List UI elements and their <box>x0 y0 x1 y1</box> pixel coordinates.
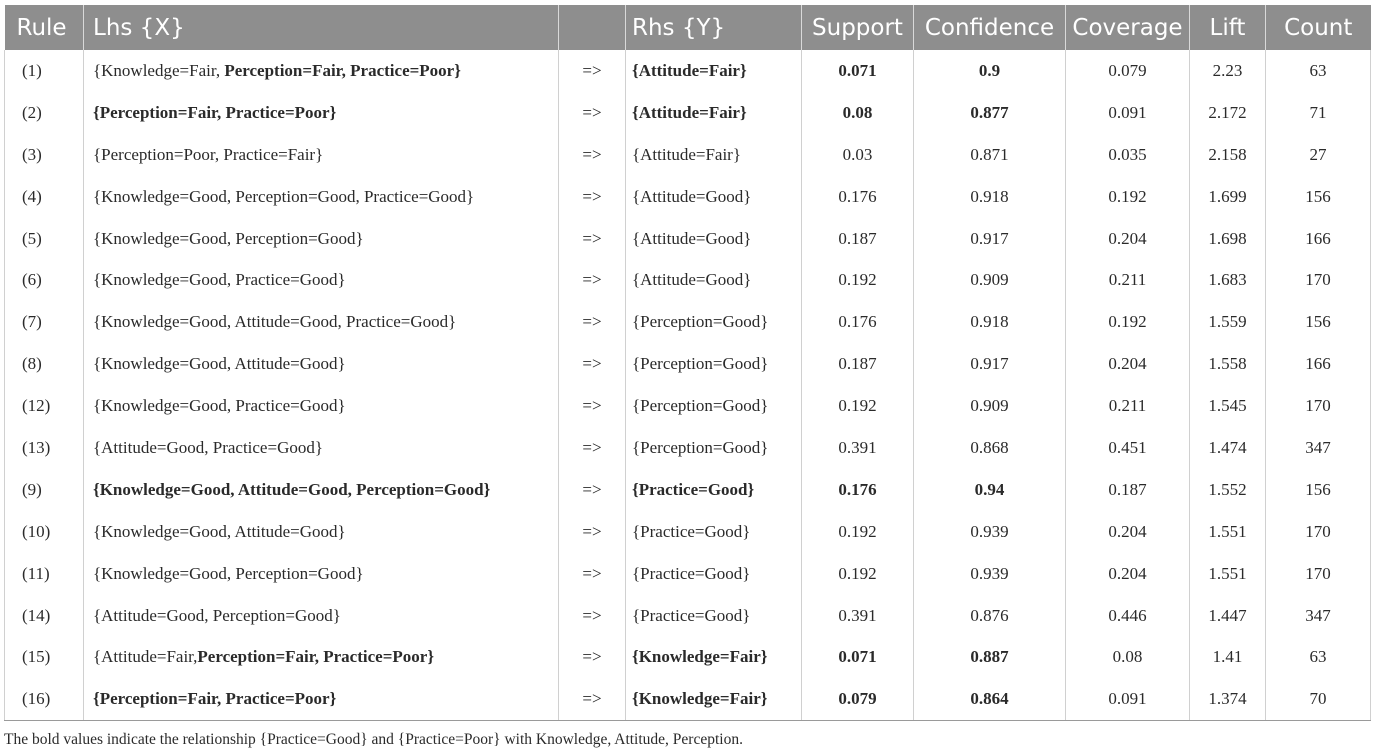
lift-cell: 1.559 <box>1190 301 1266 343</box>
support-cell: 0.176 <box>802 469 914 511</box>
lhs-bold-text: {Perception=Fair, Practice=Poor} <box>93 689 337 709</box>
table-row <box>5 176 1371 218</box>
rule-id-cell: (16) <box>5 678 84 720</box>
support-cell: 0.071 <box>802 50 914 92</box>
header-coverage: Coverage <box>1066 5 1190 50</box>
rhs-cell: {Attitude=Good} <box>626 259 802 301</box>
implies-arrow-cell: => <box>559 595 626 637</box>
lhs-plain-text: {Knowledge=Good, Practice=Good} <box>93 270 346 290</box>
support-cell: 0.071 <box>802 636 914 678</box>
association-rules-table <box>4 5 1371 721</box>
rhs-cell: {Practice=Good} <box>626 469 802 511</box>
rhs-cell: {Perception=Good} <box>626 427 802 469</box>
coverage-cell: 0.079 <box>1066 50 1190 92</box>
implies-arrow-cell: => <box>559 385 626 427</box>
support-cell: 0.192 <box>802 259 914 301</box>
lift-cell: 1.558 <box>1190 343 1266 385</box>
support-cell: 0.391 <box>802 427 914 469</box>
lift-cell: 2.23 <box>1190 50 1266 92</box>
rule-id-cell: (8) <box>5 343 84 385</box>
lhs-bold-text: Perception=Fair, Practice=Poor} <box>197 647 435 667</box>
support-cell: 0.08 <box>802 92 914 134</box>
lift-cell: 1.41 <box>1190 636 1266 678</box>
confidence-cell: 0.864 <box>914 678 1066 720</box>
count-cell: 156 <box>1266 176 1371 218</box>
count-cell: 170 <box>1266 385 1371 427</box>
confidence-cell: 0.868 <box>914 427 1066 469</box>
lhs-cell <box>84 301 559 343</box>
lhs-plain-text: {Knowledge=Good, Attitude=Good} <box>93 354 346 374</box>
coverage-cell: 0.192 <box>1066 176 1190 218</box>
rule-id-cell: (15) <box>5 636 84 678</box>
rule-id-cell: (3) <box>5 134 84 176</box>
lhs-plain-text: {Knowledge=Good, Perception=Good} <box>93 563 364 583</box>
rhs-cell: {Perception=Good} <box>626 301 802 343</box>
confidence-cell: 0.939 <box>914 553 1066 595</box>
rules-table-container <box>4 5 1370 721</box>
implies-arrow-cell: => <box>559 301 626 343</box>
implies-arrow-cell: => <box>559 469 626 511</box>
lhs-cell <box>84 469 559 511</box>
lhs-cell <box>84 259 559 301</box>
lhs-cell <box>84 50 559 92</box>
implies-arrow-cell: => <box>559 92 626 134</box>
header-row <box>5 5 1371 50</box>
lhs-plain-text: {Attitude=Good, Perception=Good} <box>93 605 341 625</box>
implies-arrow-cell: => <box>559 678 626 720</box>
lift-cell: 1.474 <box>1190 427 1266 469</box>
count-cell: 170 <box>1266 259 1371 301</box>
coverage-cell: 0.08 <box>1066 636 1190 678</box>
support-cell: 0.03 <box>802 134 914 176</box>
coverage-cell: 0.446 <box>1066 595 1190 637</box>
rhs-cell: {Attitude=Fair} <box>626 134 802 176</box>
confidence-cell: 0.939 <box>914 511 1066 553</box>
lhs-plain-text: {Perception=Poor, Practice=Fair} <box>93 144 324 164</box>
implies-arrow-cell: => <box>559 50 626 92</box>
implies-arrow-cell: => <box>559 259 626 301</box>
rule-id-cell: (9) <box>5 469 84 511</box>
rhs-cell: {Practice=Good} <box>626 553 802 595</box>
header-lhs: Lhs {X} <box>84 5 559 50</box>
lhs-plain-text: {Knowledge=Good, Perception=Good, Practice=Good} <box>93 186 475 206</box>
table-row <box>5 595 1371 637</box>
lhs-cell <box>84 636 559 678</box>
count-cell: 170 <box>1266 553 1371 595</box>
lhs-cell <box>84 218 559 260</box>
lhs-plain-text: {Knowledge=Good, Attitude=Good} <box>93 521 346 541</box>
rule-id-cell: (11) <box>5 553 84 595</box>
coverage-cell: 0.204 <box>1066 511 1190 553</box>
implies-arrow-cell: => <box>559 134 626 176</box>
rhs-cell: {Attitude=Good} <box>626 176 802 218</box>
header-confidence: Confidence <box>914 5 1066 50</box>
count-cell: 170 <box>1266 511 1371 553</box>
lift-cell: 1.551 <box>1190 511 1266 553</box>
lift-cell: 1.683 <box>1190 259 1266 301</box>
count-cell: 347 <box>1266 595 1371 637</box>
lhs-cell <box>84 678 559 720</box>
count-cell: 70 <box>1266 678 1371 720</box>
lhs-bold-text: Perception=Fair, Practice=Poor} <box>224 60 461 80</box>
confidence-cell: 0.94 <box>914 469 1066 511</box>
lift-cell: 1.374 <box>1190 678 1266 720</box>
rhs-cell: {Practice=Good} <box>626 595 802 637</box>
support-cell: 0.192 <box>802 511 914 553</box>
count-cell: 156 <box>1266 469 1371 511</box>
coverage-cell: 0.035 <box>1066 134 1190 176</box>
lhs-cell <box>84 511 559 553</box>
coverage-cell: 0.192 <box>1066 301 1190 343</box>
rule-id-cell: (4) <box>5 176 84 218</box>
table-row <box>5 50 1371 92</box>
header-arrow <box>559 5 626 50</box>
lhs-cell <box>84 92 559 134</box>
rule-id-cell: (1) <box>5 50 84 92</box>
header-lift: Lift <box>1190 5 1266 50</box>
implies-arrow-cell: => <box>559 176 626 218</box>
lhs-plain-text: {Knowledge=Fair, <box>93 60 225 80</box>
support-cell: 0.187 <box>802 343 914 385</box>
lift-cell: 1.545 <box>1190 385 1266 427</box>
lift-cell: 1.551 <box>1190 553 1266 595</box>
lhs-cell <box>84 343 559 385</box>
rule-id-cell: (14) <box>5 595 84 637</box>
header-support: Support <box>802 5 914 50</box>
confidence-cell: 0.918 <box>914 301 1066 343</box>
implies-arrow-cell: => <box>559 343 626 385</box>
confidence-cell: 0.877 <box>914 92 1066 134</box>
coverage-cell: 0.187 <box>1066 469 1190 511</box>
rule-id-cell: (2) <box>5 92 84 134</box>
confidence-cell: 0.909 <box>914 259 1066 301</box>
coverage-cell: 0.091 <box>1066 92 1190 134</box>
lhs-plain-text: {Knowledge=Good, Attitude=Good, Practice=Good} <box>93 312 457 332</box>
rule-id-cell: (12) <box>5 385 84 427</box>
confidence-cell: 0.917 <box>914 343 1066 385</box>
rhs-cell: {Perception=Good} <box>626 343 802 385</box>
confidence-cell: 0.876 <box>914 595 1066 637</box>
support-cell: 0.079 <box>802 678 914 720</box>
lift-cell: 2.158 <box>1190 134 1266 176</box>
rhs-cell: {Knowledge=Fair} <box>626 678 802 720</box>
rule-id-cell: (10) <box>5 511 84 553</box>
table-row <box>5 134 1371 176</box>
rule-id-cell: (6) <box>5 259 84 301</box>
lhs-plain-text: {Attitude=Good, Practice=Good} <box>93 437 324 457</box>
confidence-cell: 0.909 <box>914 385 1066 427</box>
lhs-cell <box>84 385 559 427</box>
count-cell: 156 <box>1266 301 1371 343</box>
lhs-plain-text: {Knowledge=Good, Perception=Good} <box>93 228 364 248</box>
lhs-cell <box>84 176 559 218</box>
rhs-cell: {Perception=Good} <box>626 385 802 427</box>
lhs-plain-text: {Attitude=Fair, <box>93 647 198 667</box>
support-cell: 0.192 <box>802 553 914 595</box>
table-row <box>5 511 1371 553</box>
lift-cell: 1.447 <box>1190 595 1266 637</box>
table-row <box>5 469 1371 511</box>
coverage-cell: 0.204 <box>1066 343 1190 385</box>
count-cell: 63 <box>1266 50 1371 92</box>
lhs-cell <box>84 134 559 176</box>
confidence-cell: 0.887 <box>914 636 1066 678</box>
header-count: Count <box>1266 5 1371 50</box>
rhs-cell: {Attitude=Good} <box>626 218 802 260</box>
confidence-cell: 0.871 <box>914 134 1066 176</box>
coverage-cell: 0.204 <box>1066 553 1190 595</box>
count-cell: 63 <box>1266 636 1371 678</box>
coverage-cell: 0.091 <box>1066 678 1190 720</box>
count-cell: 71 <box>1266 92 1371 134</box>
table-row <box>5 301 1371 343</box>
implies-arrow-cell: => <box>559 553 626 595</box>
support-cell: 0.391 <box>802 595 914 637</box>
table-row <box>5 553 1371 595</box>
coverage-cell: 0.204 <box>1066 218 1190 260</box>
rhs-cell: {Attitude=Fair} <box>626 92 802 134</box>
lhs-cell <box>84 595 559 637</box>
lift-cell: 2.172 <box>1190 92 1266 134</box>
support-cell: 0.176 <box>802 176 914 218</box>
count-cell: 166 <box>1266 218 1371 260</box>
support-cell: 0.192 <box>802 385 914 427</box>
confidence-cell: 0.917 <box>914 218 1066 260</box>
count-cell: 27 <box>1266 134 1371 176</box>
support-cell: 0.176 <box>802 301 914 343</box>
support-cell: 0.187 <box>802 218 914 260</box>
lhs-plain-text: {Knowledge=Good, Practice=Good} <box>93 396 346 416</box>
lhs-cell <box>84 553 559 595</box>
coverage-cell: 0.211 <box>1066 385 1190 427</box>
implies-arrow-cell: => <box>559 636 626 678</box>
coverage-cell: 0.211 <box>1066 259 1190 301</box>
implies-arrow-cell: => <box>559 427 626 469</box>
rhs-cell: {Practice=Good} <box>626 511 802 553</box>
table-body <box>5 50 1371 721</box>
lift-cell: 1.698 <box>1190 218 1266 260</box>
table-row <box>5 427 1371 469</box>
table-row <box>5 385 1371 427</box>
table-row <box>5 343 1371 385</box>
lhs-cell <box>84 427 559 469</box>
implies-arrow-cell: => <box>559 218 626 260</box>
coverage-cell: 0.451 <box>1066 427 1190 469</box>
confidence-cell: 0.9 <box>914 50 1066 92</box>
count-cell: 347 <box>1266 427 1371 469</box>
rule-id-cell: (7) <box>5 301 84 343</box>
lhs-bold-text: {Perception=Fair, Practice=Poor} <box>93 102 337 122</box>
table-row <box>5 636 1371 678</box>
table-row <box>5 259 1371 301</box>
rule-id-cell: (5) <box>5 218 84 260</box>
count-cell: 166 <box>1266 343 1371 385</box>
table-row <box>5 218 1371 260</box>
lift-cell: 1.552 <box>1190 469 1266 511</box>
table-footnote: The bold values indicate the relationship {Practice=Good} and {Practice=Poor} with Knowledge, Attitude, Perception. <box>4 731 743 748</box>
table-row <box>5 92 1371 134</box>
implies-arrow-cell: => <box>559 511 626 553</box>
rhs-cell: {Attitude=Fair} <box>626 50 802 92</box>
confidence-cell: 0.918 <box>914 176 1066 218</box>
header-rule: Rule <box>5 5 84 50</box>
rule-id-cell: (13) <box>5 427 84 469</box>
header-rhs: Rhs {Y} <box>626 5 802 50</box>
rhs-cell: {Knowledge=Fair} <box>626 636 802 678</box>
table-row <box>5 678 1371 720</box>
lift-cell: 1.699 <box>1190 176 1266 218</box>
lhs-bold-text: {Knowledge=Good, Attitude=Good, Perception=Good} <box>93 479 491 499</box>
